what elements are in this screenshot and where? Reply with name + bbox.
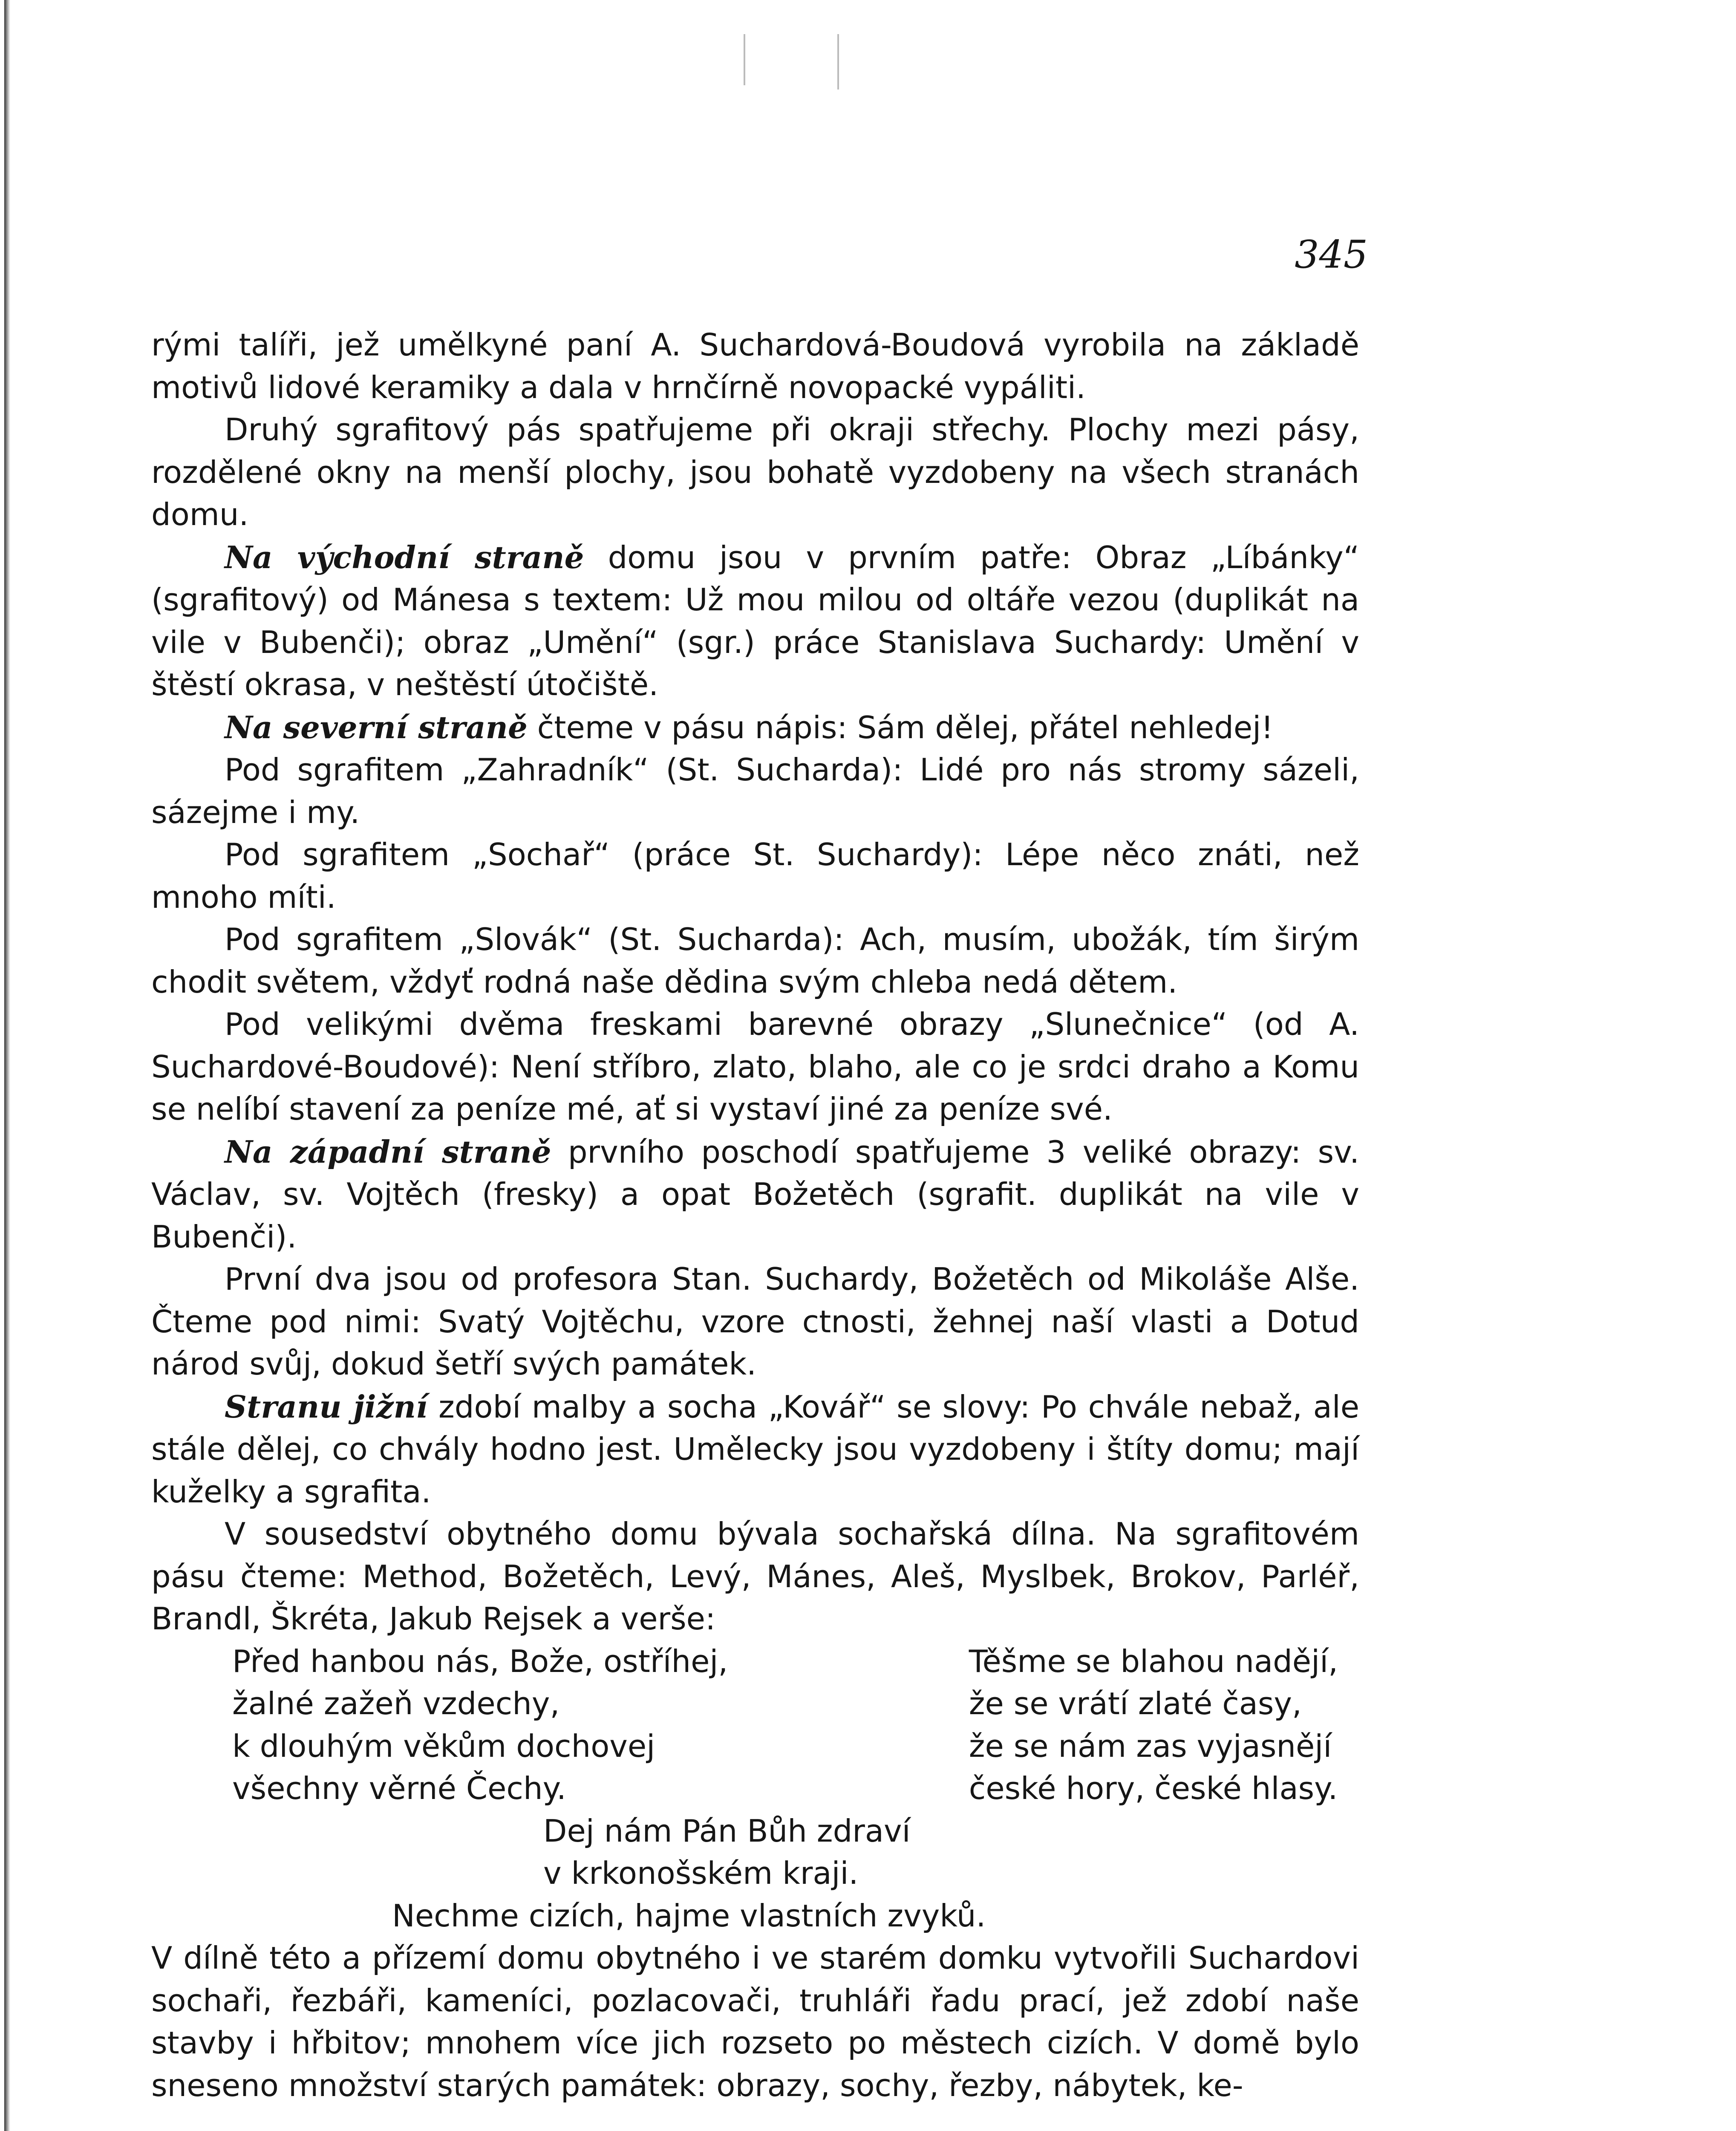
paragraph <box>151 1258 1359 1386</box>
paragraph <box>151 834 1359 918</box>
paragraph-text: zdobí malby a socha „Kovář“ se slovy: Po chvále nebaž, ale stále dělej, co chvály hodno jest. Umělecky jsou vyzdobeny i štíty domu; mají kuželky a sgrafita. <box>151 1389 1360 1510</box>
paragraph <box>151 1513 1359 1640</box>
verse-line: žalné zažeň vzdechy, <box>232 1686 560 1721</box>
page-number: 345 <box>1295 232 1368 277</box>
paragraph-text: V sousedství obytného domu bývala sochařská dílna. Na sgrafitovém pásu čteme: Method, Božetěch, Levý, Mánes, Aleš, Myslbek, Brokov, Parléř, Brandl, Škréta, Jakub Rejsek a verše: <box>151 1516 1359 1637</box>
verse-line: že se vrátí zlaté časy, <box>969 1686 1302 1721</box>
paragraph-text: Pod velikými dvěma freskami barevné obrazy „Slunečnice“ (od A. Suchardové-Boudové): Není stříbro, zlato, blaho, ale co je srdci draho a Komu se nelíbí stavení za peníze mé, ať si vystaví jiné za peníze své. <box>151 1006 1359 1127</box>
verse-line: že se nám zas vyjasnějí <box>969 1728 1332 1764</box>
verse-line: všechny věrné Čechy. <box>232 1770 566 1806</box>
paragraph-text: Pod sgrafitem „Slovák“ (St. Sucharda): Ach, musím, ubožák, tím širým chodit světem, vždyť rodná naše dědina svým chleba nedá dětem. <box>151 921 1359 1000</box>
verse-left <box>232 1640 728 1810</box>
paragraph <box>151 324 1359 409</box>
verse-line: Před hanbou nás, Bože, ostříhej, <box>232 1643 728 1679</box>
motto: Nechme cizích, hajme vlastních zvyků. <box>392 1897 986 1934</box>
verse-line: Těšme se blahou nadějí, <box>969 1643 1338 1679</box>
paragraph-text: Pod sgrafitem „Sochař“ (práce St. Suchardy): Lépe něco znáti, než mnoho míti. <box>151 837 1359 915</box>
paragraph-text: prvního poschodí spatřujeme 3 veliké obrazy: sv. Václav, sv. Vojtěch (fresky) a opat Božetěch (sgrafit. duplikát na vile v Bubenči). <box>151 1134 1360 1255</box>
verse-right <box>969 1640 1338 1810</box>
verse-line: k dlouhým věkům dochovej <box>232 1728 655 1764</box>
paragraph-lead: Na západní straně <box>225 1133 551 1170</box>
body-text <box>151 324 1359 2107</box>
paragraph-lead: Na východní straně <box>225 539 584 575</box>
paragraph <box>151 536 1359 706</box>
paragraph <box>151 409 1359 536</box>
verse-center-line: v krkonošském kraji. <box>543 1855 859 1891</box>
paragraph <box>151 1131 1359 1259</box>
paragraph-text: rými talíři, jež umělkyné paní A. Suchardová-Boudová vyrobila na základě motivů lidové keramiky a dala v hrnčírně novopacké vypáliti. <box>151 327 1359 405</box>
paragraph <box>151 918 1359 1003</box>
paragraph <box>151 1003 1359 1131</box>
paragraph-text: Druhý sgrafitový pás spatřujeme při okraji střechy. Plochy mezi pásy, rozdělené okny na menší plochy, jsou bohatě vyzdobeny na všech stranách domu. <box>151 412 1359 532</box>
paragraph-lead: Stranu jižní <box>225 1388 428 1425</box>
paragraph-text: domu jsou v prvním patře: Obraz „Líbánky“ (sgrafitový) od Mánesa s textem: Už mou milou od oltáře vezou (duplikát na vile v Bubenči); obraz „Umění“ (sgr.) práce Stanislava Suchardy: Umění v štěstí okrasa, v neštěstí útočiště. <box>151 539 1359 702</box>
verse-line: české hory, české hlasy. <box>969 1770 1338 1806</box>
verse-center-line: Dej nám Pán Bůh zdraví <box>543 1813 911 1849</box>
paragraph-text: V dílně této a přízemí domu obytného i ve starém domku vytvořili Suchardovi sochaři, řezbáři, kameníci, pozlacovači, truhláři řadu prací, jež zdobí naše stavby i hřbitov; mnohem více jich rozseto po městech cizích. V domě bylo sneseno množství starých památek: obrazy, sochy, řezby, nábytek, ke- <box>151 1940 1359 2103</box>
paragraph <box>151 749 1359 834</box>
paragraph-lead: Na severní straně <box>225 709 528 745</box>
paragraph-text: Pod sgrafitem „Zahradník“ (St. Sucharda): Lidé pro nás stromy sázeli, sázejme i my. <box>151 752 1359 830</box>
paragraph-text: První dva jsou od profesora Stan. Suchardy, Božetěch od Mikoláše Alše. Čteme pod nimi: Svatý Vojtěchu, vzore ctnosti, žehnej naší vlasti a Dotud národ svůj, dokud šetří svých památek. <box>151 1261 1359 1382</box>
closing-paragraph <box>151 1937 1359 2107</box>
paragraph-text: čteme v pásu nápis: Sám dělej, přátel nehledej! <box>537 709 1274 745</box>
paragraph <box>151 1386 1359 1513</box>
verse-columns <box>151 1640 1359 1810</box>
paragraph <box>151 706 1359 749</box>
